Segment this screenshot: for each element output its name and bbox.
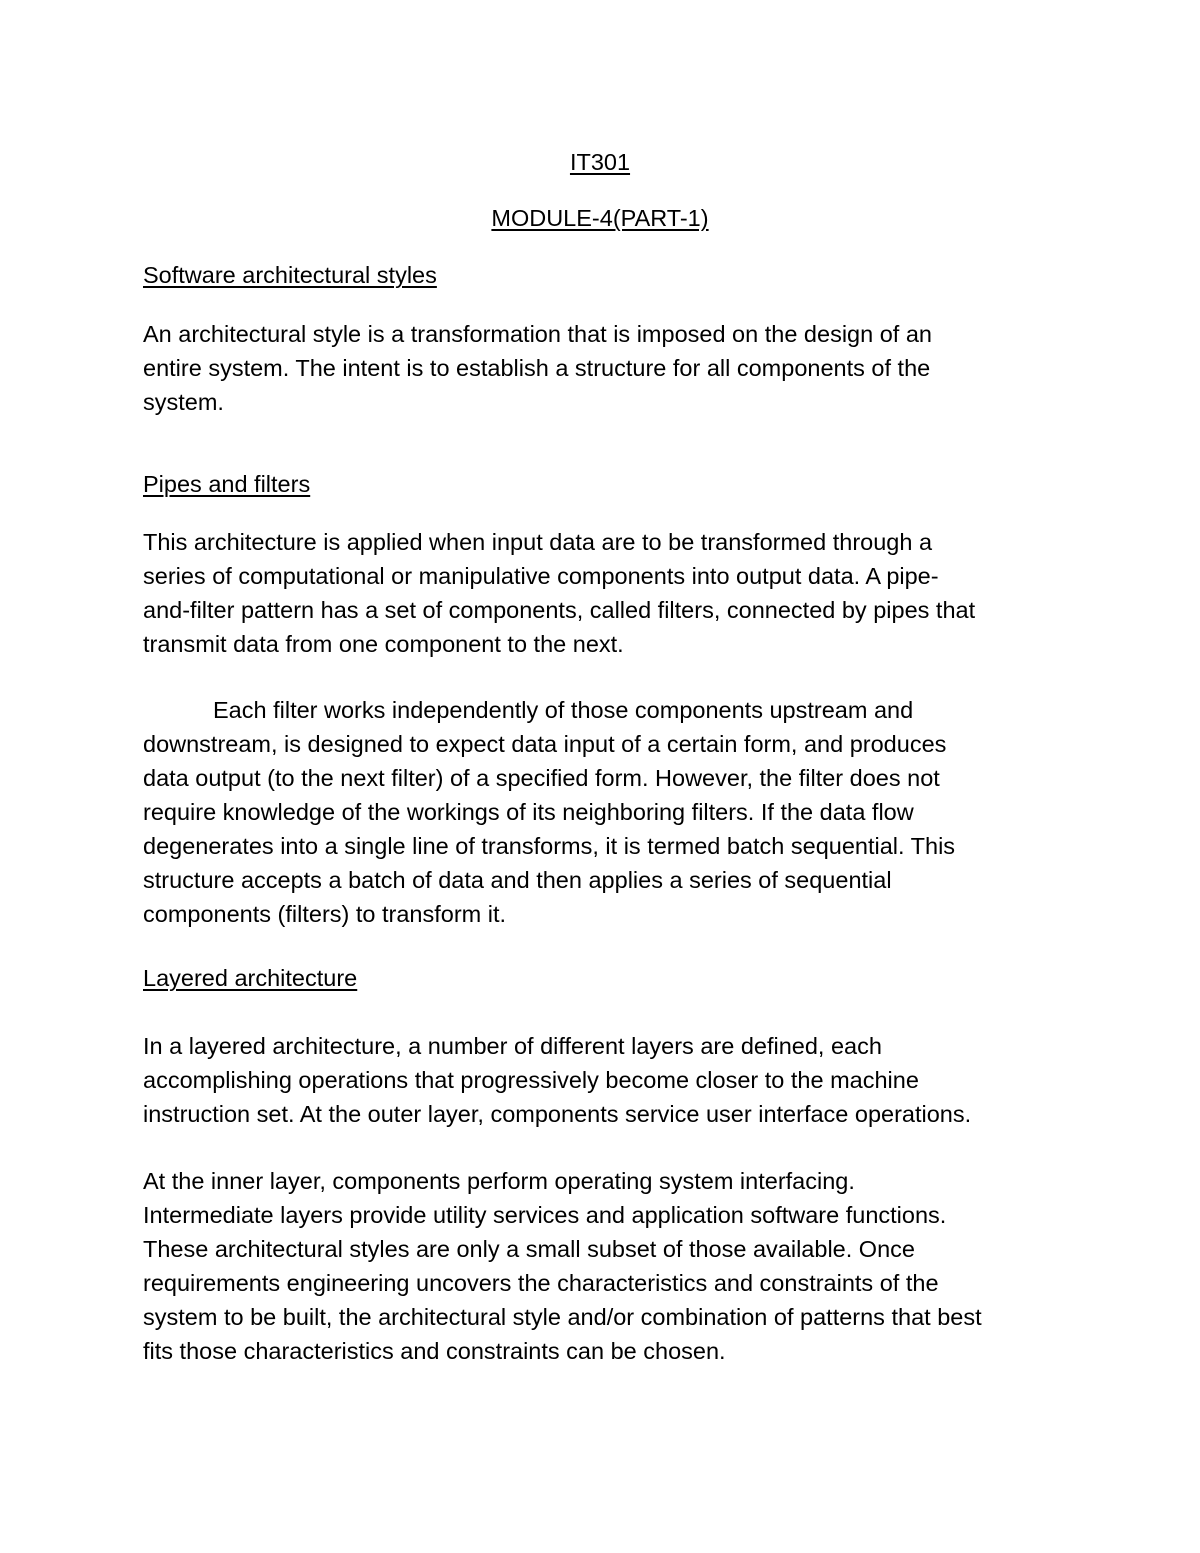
paragraph-line: Each filter works independently of those components upstream and	[213, 697, 914, 723]
paragraph-line: require knowledge of the workings of its neighboring filters. If the data flow	[143, 799, 914, 825]
paragraph-line: instruction set. At the outer layer, components service user interface operations.	[143, 1101, 972, 1127]
paragraph-line: accomplishing operations that progressively become closer to the machine	[143, 1067, 919, 1093]
paragraph-line: data output (to the next filter) of a specified form. However, the filter does not	[143, 765, 940, 791]
course-code: IT301	[569, 149, 631, 175]
section-heading-software-architectural-styles: Software architectural styles	[143, 262, 437, 288]
paragraph-line: series of computational or manipulative components into output data. A pipe-	[143, 563, 939, 589]
paragraph-line: fits those characteristics and constraints can be chosen.	[143, 1338, 726, 1364]
paragraph-line: This architecture is applied when input data are to be transformed through a	[143, 529, 933, 555]
paragraph-line: degenerates into a single line of transforms, it is termed batch sequential. This	[143, 833, 956, 859]
paragraph-line: and-filter pattern has a set of components, called filters, connected by pipes that	[143, 597, 976, 623]
paragraph-line: Intermediate layers provide utility services and application software functions.	[143, 1202, 947, 1228]
paragraph-line: entire system. The intent is to establish a structure for all components of the	[143, 355, 931, 381]
paragraph-line: These architectural styles are only a small subset of those available. Once	[143, 1236, 915, 1262]
paragraph-line: An architectural style is a transformation that is imposed on the design of an	[143, 321, 932, 347]
paragraph-line: requirements engineering uncovers the characteristics and constraints of the	[143, 1270, 939, 1296]
module-title: MODULE-4(PART-1)	[491, 205, 709, 231]
paragraph-line: system.	[143, 389, 224, 415]
section-heading-pipes-and-filters: Pipes and filters	[143, 471, 311, 497]
paragraph-line: In a layered architecture, a number of different layers are defined, each	[143, 1033, 882, 1059]
section-heading-layered-architecture: Layered architecture	[143, 965, 358, 991]
paragraph-line: components (filters) to transform it.	[143, 901, 507, 927]
paragraph-line: transmit data from one component to the next.	[143, 631, 624, 657]
paragraph-line: downstream, is designed to expect data input of a certain form, and produces	[143, 731, 947, 757]
paragraph-line: system to be built, the architectural style and/or combination of patterns that best	[143, 1304, 982, 1330]
paragraph-line: structure accepts a batch of data and then applies a series of sequential	[143, 867, 892, 893]
paragraph-line: At the inner layer, components perform operating system interfacing.	[143, 1168, 855, 1194]
